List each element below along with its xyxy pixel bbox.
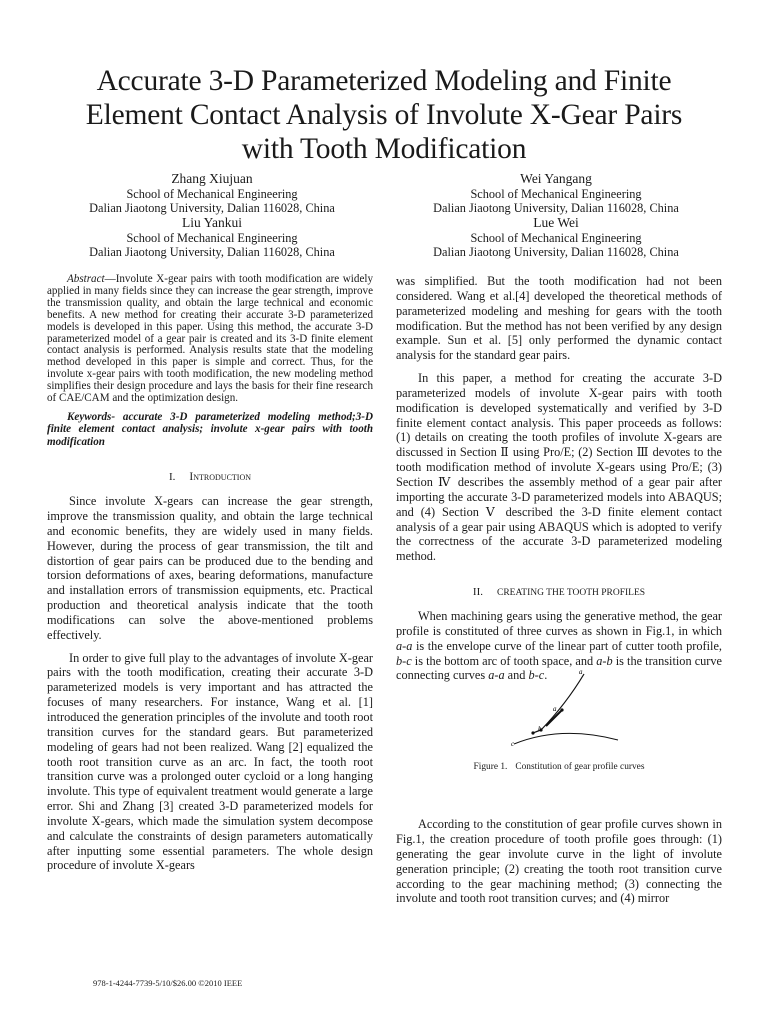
- author-affiliation: Dalian Jiaotong University, Dalian 116028, China: [433, 245, 679, 260]
- curve-variable: b-c: [396, 653, 412, 668]
- curve-variable: b-c: [528, 668, 545, 683]
- bottom-arc-curve: [514, 733, 618, 744]
- section-heading-tooth-profiles: [396, 586, 722, 600]
- body-paragraph: In this paper, a method for creating the accurate 3-D parameterized models of involute X-gear pairs with tooth modification is developed systematically and verified by 3-D finite element contact analysis. This paper proceeds as follows: (1) details on creating the tooth profiles of involute X-gears are discussed in Section Ⅱ using Pro/E; (2) Section Ⅲ devotes to the tooth modification method of involute X-gears using Pro/E; (3) Section Ⅳ describes the assembly method of a gear pair after importing the accurate 3-D parameterized models into ABAQUS; and (4) Section Ⅴ described the 3-D finite element contact analysis of a gear pair using ABAQUS which is adopted to verify the correctness of the accurate 3-D parameterized modeling method.: [396, 371, 722, 564]
- author-affiliation: Dalian Jiaotong University, Dalian 116028, China: [433, 201, 679, 216]
- author-name: Liu Yankui: [181, 215, 242, 230]
- figure-label: Figure 1.: [473, 762, 508, 772]
- section-title: CREATING THE TOOTH PROFILES: [497, 588, 646, 599]
- author-2: [384, 172, 728, 216]
- text-run: .: [544, 668, 548, 683]
- section-number: I.: [168, 471, 176, 484]
- abstract-text: Involute X-gear pairs with tooth modification are widely applied in many fields since they can increase the gear strength, improve the transmission quality, and obtain the large technical and economic benefits. A new method for creating their accurate 3-D parameterized models is developed in this paper. Using this method, the accurate 3-D parameterized model of a gear pair is created and its 3-D finite element contact analysis is performed. Analysis results state that the modeling method developed in this paper is simple and correct. Thus, for the involute x-gear pairs with tooth modification, the new modeling method simplifies their design procedure and lays the basis for their fine research of CAE/CAM and the optimization design.: [47, 273, 373, 405]
- point-marker: [531, 731, 534, 734]
- section-title: Introduction: [189, 471, 252, 484]
- author-department: School of Mechanical Engineering: [470, 230, 642, 245]
- curve-variable: a-b: [596, 653, 613, 668]
- right-column: [396, 274, 722, 906]
- author-name: Lue Wei: [533, 215, 579, 230]
- paper-title: [40, 64, 728, 166]
- intro-paragraph: Since involute X-gears can increase the gear strength, improve the transmission quality, and obtain the large technical and economic benefits, they are widely used in many fields. However, during the process of gear transmission, the tilt and distortion of gear pairs can be produced due to the bending and torsion deformations of axes, bearing deformations, manufacture and installation errors of transmission equipments, etc. Practical production and theoretical analysis indicate that the tooth modifications can solve the above-mentioned problems effectively.: [47, 494, 373, 642]
- point-label: a: [553, 705, 557, 713]
- figure-caption-text: Constitution of gear profile curves: [515, 762, 645, 772]
- point-label: a: [579, 668, 583, 676]
- figure-1-gear-profile-curves: [396, 664, 722, 764]
- point-label: c: [511, 740, 515, 748]
- intro-paragraph: In order to give full play to the advantages of involute X-gear pairs with the tooth modification, creating their accurate 3-D parameterized models is very important and has attracted the focuses of many researchers. For instance, Wang et al. [1] introduced the generation principles of the involute and tooth root transition curves for the standard gears. But parameterized modeling of gears had not been realized. Wang [2] equalized the tooth root transition curve as an arc. In fact, the tooth root transition curve was a prolonged outer cycloid or a long hanging involute. This type of equivalent treatment would generate a large error. Shi and Zhang [3] created 3-D parameterized models for involute X-gears, which made the simulation system decompose and calculate the constraints of design parameters automatically after inputting some essential parameters. The whole design procedure of involute X-gears: [47, 650, 373, 873]
- keywords: Keywords- accurate 3-D parameterized modeling method;3-D finite element contact analysis; involute x-gear pairs with tooth modification: [47, 410, 373, 448]
- copyright-footer: 978-1-4244-7739-5/10/$26.00 ©2010 IEEE: [93, 978, 243, 988]
- curve-variable: a-a: [396, 638, 413, 653]
- involute-curve: [541, 674, 584, 730]
- curve-variable: a-a: [488, 668, 505, 683]
- author-name: Wei Yangang: [520, 171, 592, 186]
- title-line: with Tooth Modification: [241, 133, 527, 165]
- text-run: is the bottom arc of tooth space, and: [411, 653, 597, 668]
- abstract-dash: —: [104, 273, 116, 285]
- text-run: and: [504, 668, 529, 683]
- text-run: is the envelope curve of the linear part of cutter tooth profile,: [412, 638, 722, 653]
- abstract: [47, 274, 373, 405]
- text-run: is the transition curve connecting curves: [396, 653, 722, 683]
- author-department: School of Mechanical Engineering: [126, 230, 298, 245]
- author-4: [384, 216, 728, 260]
- author-affiliation: Dalian Jiaotong University, Dalian 116028, China: [89, 201, 335, 216]
- title-line: Element Contact Analysis of Involute X-Gear Pairs: [85, 99, 683, 131]
- figure-1-caption: [396, 762, 722, 773]
- author-3: [40, 216, 384, 260]
- section-number: II.: [472, 586, 483, 599]
- left-column: [47, 274, 373, 873]
- point-marker: [560, 708, 563, 711]
- profile-procedure-paragraph: According to the constitution of gear profile curves shown in Fig.1, the creation procedure of tooth profile goes through: (1) generating the gear involute curve in the light of involute generation principle; (2) creating the tooth root transition curve according to the gear machining method; (3) connecting the involute and tooth root transition curves; and (4) mirror: [396, 817, 722, 906]
- author-1: [40, 172, 384, 216]
- author-name: Zhang Xiujuan: [171, 171, 253, 186]
- author-department: School of Mechanical Engineering: [126, 186, 298, 201]
- section-heading-introduction: [47, 471, 373, 484]
- text-run: When machining gears using the generative method, the gear profile is constituted of three curves as shown in Fig.1, in which: [396, 609, 722, 638]
- author-affiliation: Dalian Jiaotong University, Dalian 116028, China: [89, 245, 335, 260]
- body-paragraph: was simplified. But the tooth modification had not been considered. Wang et al.[4] developed the theoretical methods of parameterized modeling and meshing for gears with the tooth modification. But the method has not been verified by any design example. Sun et al. [5] only performed the dynamic contact analysis for the standard gear pairs.: [396, 274, 722, 363]
- point-label: b: [538, 725, 542, 733]
- author-department: School of Mechanical Engineering: [470, 186, 642, 201]
- title-line: Accurate 3-D Parameterized Modeling and Finite: [96, 65, 672, 97]
- abstract-label: Abstract: [67, 273, 105, 285]
